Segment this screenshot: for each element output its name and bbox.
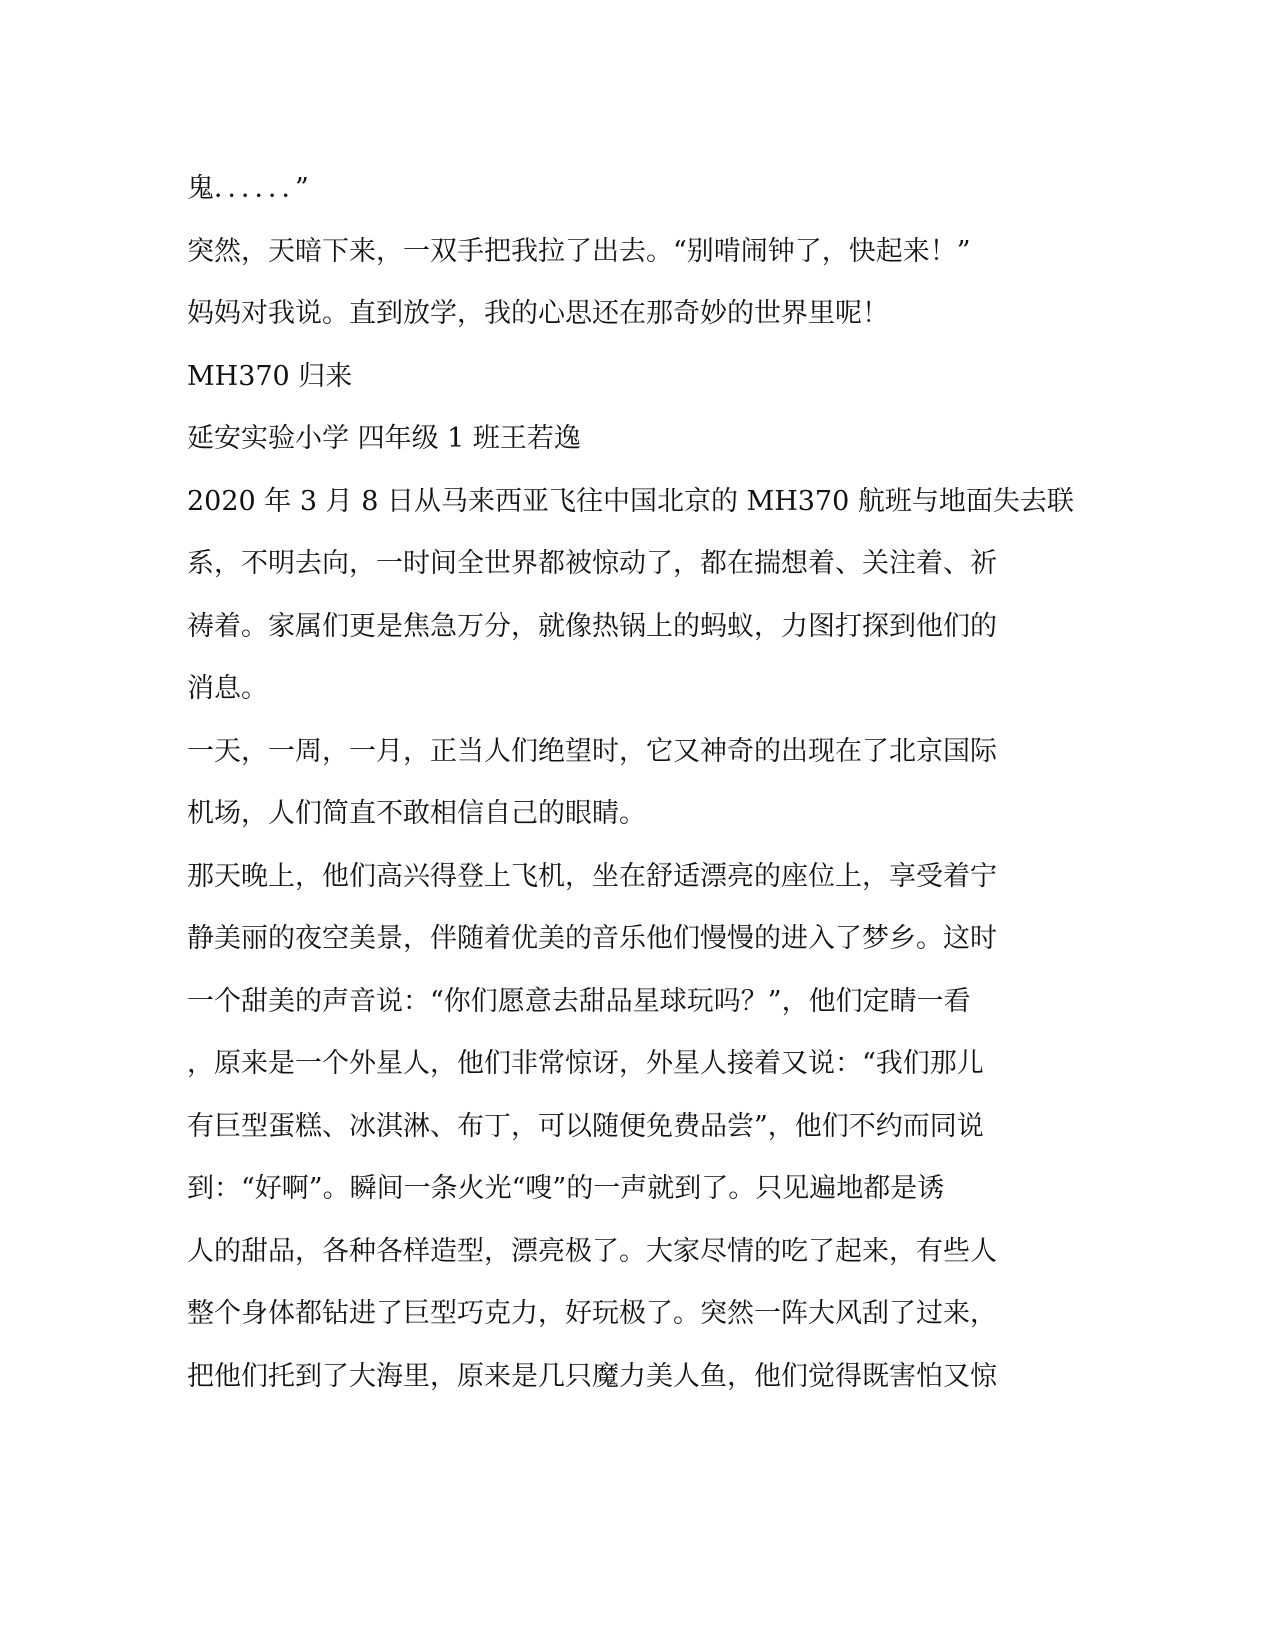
text-line: 静美丽的夜空美景，伴随着优美的音乐他们慢慢的进入了梦乡。这时: [187, 923, 997, 954]
text-line: 一个甜美的声音说：“你们愿意去甜品星球玩吗？”，他们定睛一看: [187, 985, 971, 1017]
text-line: 系，不明去向，一时间全世界都被惊动了，都在揣想着、关注着、祈: [187, 548, 997, 579]
text-line: 妈妈对我说。直到放学，我的心思还在那奇妙的世界里呢！: [187, 298, 889, 329]
text-line: ，原来是一个外星人，他们非常惊讶，外星人接着又说：“我们那儿: [187, 1048, 984, 1079]
text-line: 鬼．．．．．．”: [187, 173, 309, 204]
text-line: 消息。: [187, 673, 268, 704]
story-title: MH370 归来: [187, 360, 353, 392]
text-line: 一天，一周，一月，正当人们绝望时，它又神奇的出现在了北京国际: [187, 735, 997, 767]
body-text: [187, 158, 1074, 1408]
text-line: 整个身体都钻进了巨型巧克力，好玩极了。突然一阵大风刮了过来，: [187, 1298, 997, 1329]
text-line: 突然，天暗下来，一双手把我拉了出去。“别啃闹钟了，快起来！”: [187, 235, 971, 267]
author-line: 延安实验小学 四年级 1 班王若逸: [187, 423, 581, 454]
text-line: 有巨型蛋糕、冰淇淋、布丁，可以随便免费品尝”，他们不约而同说: [187, 1110, 984, 1142]
text-line: 祷着。家属们更是焦急万分，就像热锅上的蚂蚁，力图打探到他们的: [187, 610, 997, 642]
text-line: 机场，人们简直不敢相信自己的眼睛。: [187, 798, 646, 829]
text-line: 到：“好啊”。瞬间一条火光“嗖”的一声就到了。只见遍地都是诱: [187, 1173, 945, 1204]
text-line: 2020 年 3 月 8 日从马来西亚飞往中国北京的 MH370 航班与地面失去联: [187, 485, 1074, 517]
text-line: 那天晚上，他们高兴得登上飞机，坐在舒适漂亮的座位上，享受着宁: [187, 860, 997, 892]
text-line: 把他们托到了大海里，原来是几只魔力美人鱼，他们觉得既害怕又惊: [187, 1360, 997, 1392]
text-line: 人的甜品，各种各样造型，漂亮极了。大家尽情的吃了起来，有些人: [187, 1235, 997, 1267]
